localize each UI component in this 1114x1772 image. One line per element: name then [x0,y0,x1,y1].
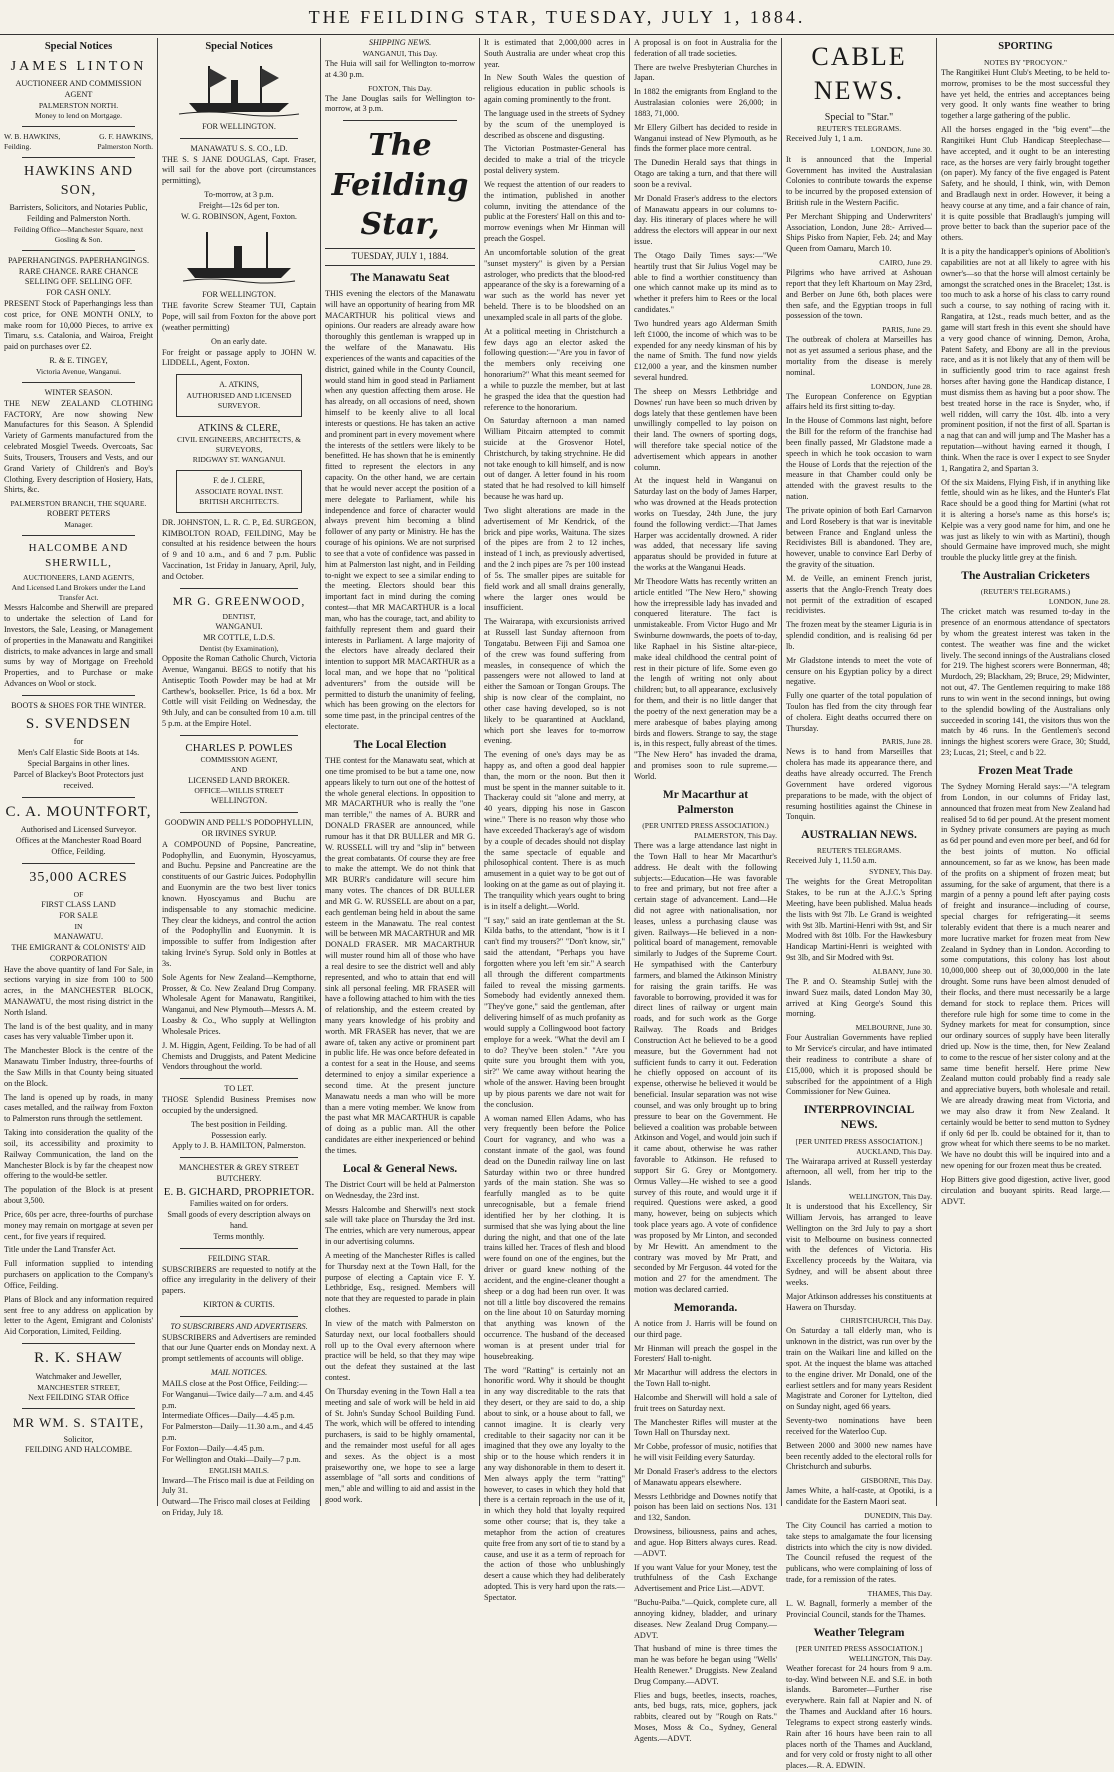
dateline: AUCKLAND, This Day. [856,1146,932,1156]
cable-item: In the House of Commons last night, before the Bill for the reform of the franchise had been finally passed, Mr Gladstone made a speech in which he took occasion to warn the House of Lords that the rejection of the measure in that Chamber could only be attended with the gravest results to the nation. [786,416,932,502]
shaw-text: Watchmaker and Jeweller, [35,1371,122,1381]
clere-name: F. de J. CLERE, [213,476,265,486]
news-item: The Victorian Postmaster-General has decided to make a trial of the tricycle postal delivery system. [484,144,625,176]
sporting-para: The Rangitikei Hunt Club's Meeting, to be held to-morrow, promises to be the most successful they have yet held, the entries and acceptances being very good. It only wants fine weather to bring together a large gathering of the public. [941,67,1110,121]
tui-notice: THE favorite Screw Steamer TUI, Captain Pope, will sail from Foxton for the above port (weather permitting) [162,301,316,332]
article-body: The Sydney Morning Herald says:—"A telegram from London, in our columns of Friday last, announced that frozen meat from New Zealand had realised 5d to 6d per pound. At the present moment in Sydney private consumers are paying as much as 6d per pound and even more per beef, and 6d for the best joints of mutton. No official announcement, so far as we know, has been made of the profits on a shipment of frozen meat; but assuming, for the sake of argument, that there is a margin of a penny a pound left after paying costs of freight and insurance—including of course, special charges for refrigerating—it seems tolerably evident that there is a much nearer and more lucrative market for frozen meat from New Zealand in Sydney than in London. According to some computations, this colony has lost about 10,000,000 sheep out of 30,000,000 in the late drought. Some runs have been almost denuded of their flocks, and there must necessarily be a large demand for stock to replace them. Prices will therefore rule high for some time to come in the Sydney markets for meat for consumption, since our ordinary sources of supply have been literally dried up. Now is the time, then, for New Zealand to come to the rescue of her sister colony and at the same time benefit herself. Here prime New Zealand mutton could probably find a ready sale and appreciative buyers, both wholesale and retail. We are already drawing meat from Victoria, and we may also draw it from New Zealand. It certainly would be better to send mutton to Sydney if only 6d per lb. could be obtained for it, than to grow wheat for which there seems to be no market. We have no doubt this will be inquired into and a new opening for our frozen meat thus be created. [941,782,1110,1171]
news-item: The City Council has carried a motion to take steps to amalgamate the four licensing districts into which the city is now divided. The Council refused the request of the publicans, who were complaining of loss of trade, for a remission of the rates. [786,1520,932,1585]
memo-item: The Manchester Rifles will muster at the Town Hall on Thursday next. [634,1417,777,1438]
dateline: CAIRO, June 29. [879,258,932,268]
butchery-line: Families waited on for orders. [189,1199,289,1209]
svendsen-text: for [73,737,84,747]
goodwin-body: A COMPOUND of Popsine, Pancreatine, Podophyllin, and Euonymin, Hyoscyamus, and Buchu. Pepsine and Pancreatine are the constituents of our Gastric Juices. Podophyllin and Euonymin are the two best liver tonics known. Hyoscyamus and Buchu are indispensable to any stomachic medicine. They clear the kidneys, and control the action of the Podophyllin and Euonymin. It is impossible to suffer from Indigestion after taking Irvine's Syrup. Sold only in Bottles at 3s. [162,839,316,968]
mail-line: For Foxton—Daily—4.45 p.m. [162,1443,265,1453]
hawkins-son-place: Feilding and Palmerston North. [26,213,131,223]
news-item: The word "Ratting" is certainly not an honorific word. Why it should be thought in any way discreditable to the rats that they desert, or they are said to do, a ship about to sink, or a house about to fall, we cannot imagine. It is clearly very creditable to their sagacity nor can it be imagined that they owe any loyalty to the ship or to the house which renders it in any way dishonorable in them to desert it. Men always apply the term "ratting" however, to cases in which they hold that there is a certain reproach in the use of it, in which they hold that loyalty required some other course; that is, they take a metaphor from the action of creatures quite free from any sort of tie to stand by a cause, and use it as a term of reproach for the action of those who unblushingly desert a cause which they had deliberately adopted. This is very hard upon the rats.—Spectator. [484,1365,625,1602]
jane-douglas-freight: Freight—12s 6d per ton. [198,200,280,210]
news-item: L. W. Bagnall, formerly a member of the Provincial Council, stands for the Thames. [786,1598,932,1619]
atkins-clere-address: RIDGWAY ST. WANGANUI. [192,455,286,465]
article-heading: Mr Macarthur at Palmerston [662,788,749,816]
linton-note: Money to lend on Mortgage. [34,111,123,120]
emigrant-para: Full information supplied to intending purchasers on application to the Company's Office, Feilding. [4,1259,153,1290]
news-item: An uncomfortable solution of the great "sunset mystery" is given by a Persian astrologer, who predicts that the blood-red appearance of the sky is a forewarning of a war such as the world has never yet beheld. There is to be bloodshed on an unexampled scale in all parts of the globe. [484,247,625,322]
news-item: The language used in the streets of Sydney by the scum of the unemployed is described as obscene and disgusting. [484,108,625,140]
news-item: We request the attention of our readers to the intimation, published in another column, inviting the attendance of the public at the Foresters' Hall on this and to-morrow evenings when Mr Hinman will preach the Gospel. [484,179,625,244]
article-heading: AUSTRALIAN NEWS. [801,829,917,842]
cable-special: Special to "Star." [824,111,894,123]
acres-line: OF [73,890,84,900]
article-source: (PER UNITED PRESS ASSOCIATION.) [642,821,769,830]
hawkins-gf: G. F. HAWKINS, Palmerston North. [97,132,153,152]
dateline: LONDON, June 28. [1048,597,1110,607]
svendsen-text: Men's Calf Elastic Side Boots at 14s. [17,748,140,758]
acres-line: IN [74,922,83,931]
news-item: Mr Theodore Watts has recently written an article entitled "The New Hero," showing how the irrepressible lady has invaded and conquered literature. The fact is unmistakeable. From Victor Hugo and Mr Swinburne downwards, the poets of to-day, like Raphael in his Sistine altar-piece, make ideal childhood the central point of rest in their picture of life. Some even go the length of writing not only about children; but, to all appearance, exclusively for them, and their is no little danger that the poetry of the next generation may be a mere arabesque of babes playing among birds and flowers. Strange to say, the stage is, in this respect, fully abreast of the times. "The New Hero" has invaded the drama, and promises soon to rule supreme.—World. [634,576,777,781]
staite-title: Solicitor, [63,1434,94,1444]
greenwood-line: DENTIST, [222,612,256,622]
mail-line: Intermediate Offices—Daily—4.45 p.m. [162,1411,295,1421]
article-heading: INTERPROVINCIAL NEWS. [803,1104,915,1132]
shaw-name: R. K. SHAW [34,1350,123,1366]
cable-item: Pilgrims who have arrived at Ashouan report that they left Khartoum on May 23rd, and Berber on June 6th, both places were then safe, and the Egyptian troops in full possession of the town. [786,268,932,321]
masthead: THE FEILDING STAR, TUESDAY, JULY 1, 1884. [0,0,1114,35]
memo-item: That husband of mine is three times the man he was before he began using "Wells' Health Renewer." Druggists. New Zealand Drug Company.—ADVT. [634,1644,777,1686]
powles-line: WELLINGTON. [210,796,267,806]
to-let-body: THOSE Splendid Business Premises now occupied by the undersigned. [162,1095,316,1115]
memo-item: If you want Value for your Money, test the truthfulness of the Cash Exchange Advertisement and Price List.—ADVT. [634,1562,777,1594]
powles-line: COMMISSION AGENT, [200,755,278,765]
news-item: On Thursday evening in the Town Hall a tea meeting and sale of work will be held in aid of St. John's Sunday School Building Fund. The work, which will be offered to intending purchasers, is said to be highly ornamental, and the remainder most useful for all ages and sexes. As the object is a most praiseworthy one, we hope to see a large assemblage of "all sorts and conditions of men," able and willing to aid and assist in the good work. [325,1386,475,1505]
emigrant-para: The population of the Block is at present about 3,500. [4,1185,153,1206]
tui-agent: For freight or passage apply to JOHN W. LIDDELL, Agent, Foxton. [162,347,316,368]
section-heading: Special Notices [205,41,273,52]
svendsen-text: Special Bargains in other lines. [27,759,130,769]
butchery-line: Terms monthly. [213,1231,265,1241]
article-heading: Local & General News. [342,1162,458,1175]
weather-item: Weather forecast for 24 hours from 9 a.m. to-day. Wind between N.E. and S.E. in both islands. Barometer—Further rise everywhere. Rain fall at Napier and N. of the Thames and Auckland after 16 hours. Telegrams to expect strong easterly winds. Rain after 16 hours have been rain to all places north of the Thames and Auckland, and for very cold or frosty night to all other places.—R. A. EDWIN. [786,1663,932,1771]
goodwin-agents: Sole Agents for New Zealand—Kempthorne, Prosser, & Co. New Zealand Drug Company. Wholesale Agent for Manawatu, Rangitikei, Wanganui, and New Plymouth—Messrs A. M. Loasby & Co., Who supply at Wellington Wholesale Prices. [162,972,316,1036]
news-item: Major Atkinson addresses his constituents at Hawera on Thursday. [786,1291,932,1312]
cable-item: Fully one quarter of the total population of Toulon has fled from the city through fear of cholera. Eight deaths occurred there on Thursday. [786,691,932,733]
news-item: The P. and O. Steamship Sutlej with the inward Suez mails, dated London May 30, arrived at King George's Sound this morning. [786,976,932,1019]
powles-name: CHARLES P. POWLES [185,741,293,754]
greenwood-line: WANGANUI. [215,622,263,632]
to-let-line: Possession early. [211,1130,267,1140]
mountfort-name: C. A. MOUNTFORT, [5,803,152,820]
column-special-notices-2 [158,38,320,1518]
paper-heading: SELLING OFF. SELLING OFF. [24,277,133,287]
cable-news-heading: CABLE NEWS. [811,42,907,106]
news-item: Between 2000 and 3000 new names have been recently added to the electoral rolls for Christchurch and suburbs. [786,1440,932,1472]
svendsen-text: Parcel of Blackey's Boot Protectors just received. [13,769,144,790]
news-item: The Wairarapa arrived at Russell yesterday afternoon, all well, from her trip to the Islands. [786,1156,932,1188]
news-item: James White, a half-caste, at Opotiki, is a candidate for the Eastern Maori seat. [786,1486,932,1507]
greenwood-line: MR COTTLE, L.D.S. [203,633,275,643]
news-item: The Wairarapa, with excursionists arrived at Russell last Sunday afternoon from Tongatabu. Between Fiji and Samoa one of the crew was found suffering from measles, in consequence of which the passengers were not allowed to land at either the Samoan or Tongan Groups. The ship is now clear of the complaint, no other case having developed, so is not likely to be quarantined at Auckland, which port she leaves for to-morrow evening. [484,617,625,746]
dateline: PARIS, June 29. [882,325,932,335]
johnston-notice: DR. JOHNSTON, L. R. C. P., Ed. SURGEON, KIMBOLTON ROAD, FEILDING, May be consulted at his residence between the hours of 9 and 10 a.m., and 6 and 7 p.m. Public Vaccination, 1st Friday in January, April, July, and October. [162,517,316,581]
dateline: PARIS, June 28. [882,737,932,747]
mail-line: For Wanganui—Twice daily—7 a.m. and 4.45 p.m. [162,1389,314,1410]
atkins-clere-role: CIVIL ENGINEERS, ARCHITECTS, & SURVEYORS, [177,435,301,455]
news-item: "I say," said an irate gentleman at the St. Kilda baths, to the attendant, "how is it I can't find my trousers?" "Don't know, sir," said the attendant, "Perhaps you have forgotten where you left 'em sir." A search all through the different compartments failed to reveal the missing garments. Somebody had evidently annexed them. "They've gone," said the gentleman, after delivering himself of as much profanity as would supply a Collingwood boot factory employe for a week. "What the devil am I to do? They've been stolen." "Are you quite sure you brought them with you, sir?" We came away without hearing the whole of the answer. Having been brought up by pious parents we dare not wait for the conclusion. [484,915,625,1109]
memo-item: "Buchu-Paiba."—Quick, complete cure, all annoying kidney, bladder, and urinary diseases. New Zealand Drug Company.—ADVT. [634,1598,777,1640]
star-heading: FEILDING STAR. [207,1253,271,1263]
paper-heading: FOR CASH ONLY. [46,288,111,298]
butchery-heading: MANCHESTER & GREY STREET BUTCHERY. [178,1163,299,1184]
clothing-branch: PALMERSTON BRANCH, THE SQUARE. [10,499,147,509]
emigrant-para: Title under the Land Transfer Act. [4,1245,116,1255]
article-body: There was a large attendance last night in the Town Hall to hear Mr Macarthur's address. He dealt with the following subjects:—Education—He was favorable to free and primary, but not free after a certain stage of advancement. Land—He did not agree with nationalisation, nor leases, unless a purchasing clause was given. Railways—He believed in a non-political board of management, removable similarly to Judges of the Supreme Court. He sympathised with the Canterbury farmers, and blamed the Atkinson Ministry for raising the grain tariffs. He was favorable to borrowing, provided it was for direct lines of railway or urgent main roads, and for such work as the Gorge Railway. The Roads and Bridges Construction Act he believed to be a good measure, but the Government had not sufficient funds to carry it out. Federation he chiefly opposed on account of its expense, otherwise he believed it would be beneficial. Insular separation was not wise counsel, and was only brought up to bring pressure to bear on the Government. He believed a coalition was probable between Atkinson and Vogel, and would join such if it came about, otherwise he was rather favorable to Atkinson. He refused to support Sir G. Grey or Montgomery. Ormus Valley—He wished to see a good survey of this route, and would urge it if required. Questions were asked, a good many, however, being on subjects which took place years ago. A vote of confidence was proposed by Mr Linton, and seconded by Mr Hewitt. An amendment to the contrary was moved by Mr Pratt, and seconded by Mr Ferguson. 44 voted for the motion and 27 for the amendment. The motion was declared carried. [634,841,777,1294]
jane-douglas-time: To-morrow, at 3 p.m. [204,190,274,199]
memo-item: Mr Cobbe, professor of music, notifies that he will visit Feilding every Saturday. [634,1442,777,1463]
hawkins-son-desc: Barristers, Solicitors, and Notaries Public, [9,202,148,212]
clere-card [176,470,302,513]
article-source: [PER UNITED PRESS ASSOCIATION.] [795,1643,923,1653]
news-item: The Otago Daily Times says:—"We heartily trust that Sir Julius Vogel may be able to find a worthier constituency than one which cannot make up its mind as to whether it prefers him to Rees or the local candidates." [634,250,777,315]
column-sporting [937,38,1114,1506]
article-heading: The Local Election [353,738,447,751]
subscribers-body: SUBSCRIBERS and Advertisers are reminded that our June Quarter ends on Monday next. A prompt settlements of accounts will oblige. [162,1332,316,1364]
column-special-notices-1 [0,38,157,1506]
emigrant-para: The land is opened up by roads, in many cases metalled, and the railway from Foxton to Palmerston runs through the settlement. [4,1092,153,1124]
halcombe-role: And Licensed Land Brokers under the Land Transfer Act. [11,583,146,603]
article-heading: Frozen Meat Trade [978,764,1073,777]
mail-line: For Wellington and Otaki—Daily—7 p.m. [162,1454,301,1464]
acres-heading: 35,000 ACRES [29,869,128,885]
mail-line: For Palmerston—Daily—11.30 a.m., and 4.45 p.m. [162,1422,314,1443]
mail-line: Inward—The Frisco mail is due at Feilding on July 31. [162,1475,315,1496]
steamship-icon [179,226,299,286]
mountfort-office: Offices at the Manchester Road Board Office, Feilding. [15,836,142,857]
greenwood-line: Dentist (by Examination), [199,644,279,654]
news-item: On Saturday a tall elderly man, who is unknown in the district, was run over by the train on the Waikari line and killed on the spot. At the inquest the blame was attached to the engine driver. Mr Donald, one of the earliest settlers and for many years Resident Magistrate and Coroner for Lyttelton, died on Sunday night, aged 66 years. [786,1326,932,1412]
dateline: WELLINGTON, This Day. [848,1192,932,1202]
emigrant-para: Taking into consideration the quality of the soil, its accessibility and proximity to Railway Communication, the land on the Manchester Block is by far the cheapest now offering to the would-be settler. [4,1128,153,1181]
cable-item: Per Merchant Shipping and Underwriters' Association, London, June 28:- Arrived—Ships Pisko from Napier, Feb. 24; and May Queen from Oamaru, March 10. [786,211,932,254]
dateline: LONDON, June 30. [870,144,932,154]
clothing-body: THE NEW ZEALAND CLOTHING FACTORY, Are now showing New Manufactures for this Season. A Splendid Variety of Garments manufactured from the celebrated Mosgiel Tweeds. Overcoats, Sac Suits, Trousers, Trousers and Vests, and our Grand Variety of Children's and Boy's Clothing. Every description of Hosiery, Hats, Shirts, &c. [4,398,153,495]
for-wellington-heading: FOR WELLINGTON. [202,290,276,300]
news-item: A woman named Ellen Adams, who has very frequently been before the Police Court for vagrancy, and who was a constant inmate of the gaol, was found dead on the Dunedin railway line on last Saturday within two or three hundred yards of the main station. She was so fearfully mangled as to be quite unrecognisable, but a female friend identified her by her clothing. It is surmised that she was lying about the line during the night, and that one of the late trains killed her. Traces of flesh and blood were found on one of the engines, but the driver or guard knew nothing of the accident, and the engine-cleaner thought a sheep or a dog had been run over. It was not till a little boy discovered the remains on the line about 10 on Saturday morning that anything was known of the occurrence. The husband of the deceased woman is at present under trial for housebreaking. [484,1113,625,1361]
tui-date: On an early date. [211,336,267,346]
cable-source: REUTER'S TELEGRAMS. [816,123,902,133]
news-item: Two slight alterations are made in the advertisement of Mr Kendrick, of the brick and pipe works, Waituna. The sizes of the pipes are from 2 to 12 inches, instead of 1 inch, as previously advertised, and the 2 inch pipes are 7s per 100 instead of 5s. The smaller pipes are suitable for field work and all small drains generally, where the larger ones would be insufficient. [484,505,625,613]
star-signature: KIRTON & CURTIS. [203,1299,275,1309]
paper-heading: PAPERHANGINGS. PAPERHANGINGS. [7,255,150,265]
news-item: Messrs Halcombe and Sherwill's next stock sale will take place on Thursday the 3rd inst. The entries, which are very numerous, appear in our advertising columns. [325,1204,475,1247]
cable-item: Mr Gladstone intends to meet the vote of censure on his Egyptian policy by a direct negative. [786,655,932,687]
linton-name: JAMES LINTON [10,58,147,74]
newspaper-title: The Feilding Star, [331,128,469,243]
jane-douglas-notice: THE S. S JANE DOUGLAS, Capt. Fraser, will sail for the above port (circumstances permitting), [162,154,316,186]
cable-item: M. de Veille, an eminent French jurist, asserts that the Anglo-French Treaty does not permit of the extradition of escaped recidivistes. [786,573,932,616]
news-item: At the inquest held in Wanganui on Saturday last on the body of James Harper, who was drowned at the Heads protection works on Tuesday, 24th June, the jury found the following verdict:—That James Harper was accidentally drowned. A rider was added, that necessary life saving apparatus should be provided in future at the works at the Wanganui Heads. [634,476,777,573]
article-heading: The Manawatu Seat [350,271,450,284]
hawkins-wb: W. B. HAWKINS, Feilding. [4,132,61,152]
sporting-para: All the horses engaged in the "big event"—the Rangitikei Hunt Club Handicap Steeplechase—have accepted, and it ought to be an interesting race, as the horses are very fairly brought together (on paper). My fancy of the five engaged is Patent Safety, and he should, I think, win, with Demon and Bradlaugh next in order. However, it being a heavy course at any time, and a fair chance of rain, it is quite possible that Bradlaugh's jumping will prove better to back than the superior pace of the others. [941,125,1110,243]
cable-item: The private opinion of both Earl Carnarvon and Lord Rosebery is that war is inevitable between France and England unless the Recidivistes Bill is abandoned. They are, however, unable to convince Earl Derby of the gravity of the situation. [786,505,932,570]
shaw-text: Next FEILDING STAR Office [28,1392,129,1402]
to-let-heading: TO LET. [224,1084,254,1094]
cable-received: Received July 1, 1 a.m. [786,133,863,143]
news-item: In 1882 the emigrants from England to the Australasian colonies were 26,000; in 1883, 71,000. [634,87,777,118]
mail-line: Outward—The Frisco mail closes at Feilding on Friday, July 18. [162,1497,311,1518]
cable-item: The European Conference on Egyptian affairs held its first sitting to-day. [786,391,932,412]
article-source: [PER UNITED PRESS ASSOCIATION.] [795,1136,923,1146]
article-heading: Memoranda. [673,1301,738,1314]
linton-title: AUCTIONEER AND COMMISSION AGENT [15,79,142,100]
news-item: A meeting of the Manchester Rifles is called for Thursday next at the Town Hall, for the purpose of electing a Captain vice F. Y. Lethbridge, Esq., resigned. Members will note that they are requested to parade in plain clothes. [325,1250,475,1315]
column-news-5 [630,38,781,1743]
emigrant-para: Price, 60s per acre, three-fourths of purchase money may remain on mortgage at seven per cent., for five years if required. [4,1209,153,1241]
dateline: LONDON, June 28. [870,381,932,391]
atkins-name: A. ATKINS, [219,380,259,390]
emigrant-para: Plans of Block and any information required sent free to any address on application by letter to the Agent, Emigrant and Colonists' Aid Corporation, Limited, Feilding. [4,1294,153,1337]
cable-item: News is to hand from Marseilles that cholera has made its appearance there, and deaths have already occurred. The French Government have ordered vigorous preparations to be made, with the object of resuming hostilities against the Chinese in Tonquin. [786,747,932,822]
memo-item: Flies and bugs, beetles, insects, roaches, ants, bed bugs, rats, mice, gophers, jack rabbits, cleared out by "Rough on Rats." Moses, Moss & Co., Sydney, General Agents.—ADVT. [634,1690,777,1743]
news-item: The evening of one's days may be as happy as, and often a good deal happier than, the morn or the noon. But then it must be spent in the manner suitable to it. Thackeray could sit "alone and merry, at 40 years, dipping his nose in Gascon wine." There is no reason why those who have exceeded Thackeray's age of wisdom by a couple of decades should not display the same spectacle of equable and philosophical content. There is as much amusement in a quiet way to be got out of looking on at the game as out of playing it. The tranquility which years ought to bring is in itself a delight.—World. [484,750,625,911]
memo-item: Mr Macarthur will address the electors in the Town Hall to-night. [634,1368,777,1389]
cable-item: It is announced that the Imperial Government has invited the Australasian Colonies to contribute towards the expense to be incurred by the proposed extension of British rule in the Western Pacific. [786,154,932,207]
mountfort-title: Authorised and Licensed Surveyor. [20,825,137,835]
to-let-line: The best position in Feilding. [190,1119,288,1129]
dateline: CHRISTCHURCH, This Day. [840,1316,932,1326]
advert: Hop Bitters give good digestion, active liver, good circulation and buoyant spirits. Read large.—ADVT. [941,1174,1110,1206]
news-item: It is estimated that 2,000,000 acres in South Australia are under wheat crop this year. [484,38,625,69]
mail-heading: MAIL NOTICES. [210,1368,268,1378]
article-heading: The Australian Cricketers [961,570,1090,583]
news-item: It is understood that his Excellency, Sir William Jervois, has arranged to leave Wellington on the 3rd July to pay a short visit to Melbourne on business connected with the defences of Victoria. His Excellency proceeds by the Waitara, via Sydney, and will be absent about three weeks. [786,1202,932,1287]
dateline: THAMES, This Day. [867,1588,932,1598]
article-body: THE contest for the Manawatu seat, which at one time promised to be but a tame one, now appears likely to turn out one of the hottest of the whole general elections. In opposition to MR MACARTHUR who is really the "one man terrible," the names of A. BURR and DONALD FRASER are announced, while rumour has it that DR BULLER and MR G. W. RUSSELL will try and "slip in" between the great combatants. Of course they are free to make the attempt. We do not think that MR BURR's candidature will secure him many votes. The chances of DR BULLER and MR G. W. RUSSELL are about on a par, each gentleman being held in about the same esteem in the Manawatu. The real contest will be between MR MACARTHUR and MR DONALD FRASER. MR MACARTHUR will muster round him all of those who have a real desire to see the district well and ably represented, and who to attain that end will sink all personal feeling. MR FRASER will have a following attached to him with the ties of relationship, and the esteem created by many years knowledge of his probity and worth. MR FRASER has never, that we are aware of, taken any active or prominent part in public life. He was once before defeated in a contest for a seat in the House, and seems determined to enjoy a similar experience a second time. At the present juncture Manawatu needs a man who will be more than a mere voting member. We know from the past what MR MACARTHUR is capable of doing as a public man. All the other candidates are either inexperienced or behind the times. [325,756,475,1155]
column-cable-news [782,38,936,1771]
dateline: ALBANY, June 30. [872,966,932,976]
greenwood-body: Opposite the Roman Catholic Church, Victoria Avenue, Wanganui. BEGS to notify that his Antiseptic Tooth Powder may be had at Mr Carthew's, bookseller. Price, 1s 6d a box. Mr Cottle will visit Feilding on Wednesday, the 9th July, and can be consulted from 10 a.m. till 5 p.m. at the Empire Hotel. [162,654,316,729]
news-item: The sheep on Messrs Lethbridge and Downes' run have been so much driven by dogs lately that these gentlemen have been unwillingly compelled to lay poison on their land. The owners of sporting dogs, will therefore take special notice of the advertisement which appears in another column. [634,386,777,472]
news-item: On Saturday afternoon a man named William Pitcairn attempted to commit suicide at the Grosvenor Hotel, Christchurch, by taking strychnine. He did not take enough to kill himself, and is now out of danger. A letter found in his room stated that he had resolved to kill himself because he was hard up. [484,416,625,502]
sporting-para: It is a pity the handicapper's opinions of Abolition's capabilities are not at all likely to agree with his owner's—so that the horse will almost certainly be amongst the scratched ones in the Bracelet; 13st. is too much to ask a horse of his class to carry round such a course, to say nothing of racing with it. Rangatira, at 12st., reads much better, and as the game will start fresh in this event she should have a very good chance of winning. Demon, Aroha, Patent Safety, and Ebony are all in the previous race, and as it is not likely that any of them will be in sufficiently good trim to race against fresh horses after having gone the Handicap distance, I must dismiss them as having but a poor show. The best treated horse in the race is Snyder, who, if well ridden, will carry the 10st. 4lb. into a very prominent position, if not the first of all. Spartan is a nag that can and will jump and The Masher has a reputation—without having earned it though, I think. When the race is over I expect to see Snyder 1, Rangatira 2, and Spartan 3. [941,247,1110,473]
butchery-line: Small goods of every description always on hand. [167,1210,311,1231]
column-news-4 [480,38,629,1602]
halcombe-role: AUCTIONEERS, LAND AGENTS, [23,573,134,583]
news-item: In view of the match with Palmerston on Saturday next, our local footballers should roll up to the Oval every afternoon where practice will be held, so that they may wipe out the defeat they sustained at the last contest. [325,1318,475,1383]
memo-item: Mr Donald Fraser's address to the electors of Manawatu appears elsewhere. [634,1466,777,1487]
subscribers-heading: TO SUBSCRIBERS AND ADVERTISERS. [170,1321,308,1331]
dateline: SYDNEY, This Day. [869,867,932,877]
memo-item: Drowsiness, biliousness, pains and aches, and ague. Hop Bitters always cures. Read.—ADVT. [634,1527,777,1558]
news-item: The Dunedin Herald says that things in Otago are taking a turn, and that there will soon be a revival. [634,158,777,189]
emigrant-para: Have the above quantity of land For Sale, in sections varying in size from 100 to 500 acres, in the MANCHESTER BLOCK, MANAWATU, the most rising district in the North Island. [4,964,153,1017]
news-item: Four Australian Governments have replied to Mr Service's circular, and have intimated their readiness to contribute a share of £15,000, which it is proposed should be subscribed for the appointment of a High Commissioner for New Guinea. [786,1033,932,1097]
dateline: GISBORNE, This Day. [860,1476,932,1486]
halcombe-body: Messrs Halcombe and Sherwill are prepared to undertake the selection of Land for Investors, the Sale, Leasing, or Management of properties in the Manawatu and Rangitikei districts, to make advances in large and small sums by way of Mortgage on Freehold Properties, and to Purchase or make Advances on Wool or stock. [4,603,153,688]
news-item: Two hundred years ago Alderman Smith left £1000, the income of which was to be expended for any needy kinsman of his by the name of Smith. The fund now yields £12,000 a year, and the kinsmen number several hundred. [634,318,777,383]
staite-place: FEILDING AND HALCOMBE. [24,1445,133,1455]
sporting-para: Of the six Maidens, Flying Fish, if in anything like fettle, should win as he likes, and the Hunter's Flat Race should be a good thing for Martini (what rot it is altering a horse's name as this horse's is; Kelpie was a very good name for him, and one he was just as likely to win with as Martini), though should Germaine have improved much, she might trouble the plucky little grey at the finish. [941,477,1110,563]
manawatu-company: MANAWATU S. S. CO., LD. [190,143,288,153]
cable-item: The outbreak of cholera at Marseilles has not as yet assumed a serious phase, and the mortality from the disease is merely nominal. [786,335,932,377]
boots-heading: BOOTS & SHOES FOR THE WINTER. [11,700,146,710]
steamship-icon [179,58,299,118]
shipping-line: FOXTON, This Day. [368,83,432,93]
halcombe-name: HALCOMBE AND SHERWILL, [28,542,129,569]
news-item: In New South Wales the question of religious education in public schools is again coming prominently to the front. [484,73,625,105]
tingey-name: R. & E. TINGEY, [49,356,108,366]
clere-title: ASSOCIATE ROYAL INST. BRITISH ARCHITECTS. [195,486,283,506]
linton-place: PALMERSTON NORTH. [38,100,119,110]
greenwood-name: MR G. GREENWOOD, [172,593,306,608]
shipping-line: WANGANUI, This Day. [362,48,438,58]
powles-line: LICENSED LAND BROKER. [188,775,290,785]
byline: NOTES BY "PROCYON." [984,57,1067,67]
shipping-line: The Jane Douglas sails for Wellington to-morrow, at 3 p.m. [325,93,475,114]
memo-item: A notice from J. Harris will be found on our third page. [634,1318,777,1339]
memo-item: Halcombe and Sherwill will hold a sale of fruit trees on Saturday next. [634,1392,777,1413]
clothing-signature: ROBERT PETERS [46,509,111,519]
acres-line: FOR SALE [59,911,98,921]
atkins-title: AUTHORISED AND LICENSED SURVEYOR. [186,390,292,410]
emigrant-heading: THE EMIGRANT & COLONISTS' AID CORPORATION [11,942,146,963]
news-item: A proposal is on foot in Australia for the federation of all trade societies. [634,38,777,58]
issue-date: TUESDAY, JULY 1, 1884. [325,248,475,266]
paper-body: PRESENT Stock of Paperhangings less than cost price, for ONE MONTH ONLY, to make room for 10,000 Pieces, to arrive ex Timaru, s.s. Catalonia, and Wairoa, Freight paid on purchases over £2. [4,298,153,352]
hawkins-son-office: Feilding Office—Manchester Square, next Gosling & Son. [13,224,144,244]
winter-heading: WINTER SEASON. [44,387,113,397]
article-source: REUTER'S TELEGRAMS. [816,846,902,856]
article-dateline: PALMERSTON, This Day. [694,831,777,841]
mail-line: MAILS close at the Post Office, Feilding:— [162,1378,308,1388]
acres-line: FIRST CLASS LAND [41,900,116,910]
dateline: WELLINGTON, This Day. [848,1653,932,1663]
butchery-proprietor: E. B. GICHARD, PROPRIETOR. [163,1185,315,1198]
cable-item: The frozen meat by the steamer Liguria is in splendid condition, and is realising 6d per lb. [786,620,932,651]
article-received: Received July 1, 11.50 a.m. [786,856,877,866]
section-heading: SPORTING [998,41,1053,52]
paper-heading: RARE CHANCE. RARE CHANCE [18,266,139,276]
section-heading: Special Notices [44,41,113,52]
atkins-clere-name: ATKINS & CLERE, [197,422,281,434]
article-source: (REUTER'S TELEGRAMS.) [980,587,1071,597]
article-body: The cricket match was resumed to-day in the presence of an enormous attendance of spectators by whom the greatest interest was taken in the contest. The weather was fine and the wicket lively. The second innings of the Australians closed for 219. The highest scorers were Bonnerman, 48; Murdoch, 29; Blackham, 29; Bruce, 29; Midwinter, not out, 47. The Gentlemen requiring to make 188 runs to win went in the second innings, but owing to the splendid bowling of the Australians only succeeded in scoring 141, the visitors thus won the match by 46 runs. In the Gentlemen's second innings the highest scorers were Grace, 30; Studd, 23; Lucas, 21; Steel, c and b 22. [941,607,1110,758]
news-item: Mr Ellery Gilbert has decided to reside in Wanganui instead of New Plymouth, as he finds the former place more central. [634,122,777,154]
news-item: The District Court will be held at Palmerston on Wednesday, the 23rd inst. [325,1179,475,1200]
powles-line: AND [230,765,248,775]
staite-name: MR WM. S. STAITE, [12,1415,145,1431]
svendsen-name: S. SVENDSEN [25,715,132,732]
jane-douglas-agent: W. G. ROBINSON, Agent, Foxton. [181,211,297,221]
news-item: At a political meeting in Christchurch a few days ago an elector asked the following question:—"Are you in favor of the members only receiving one honorarium?" What this meant seemed for a while to puzzle the member, but at last he grasped the idea that the question had reference to the honorarium. [484,326,625,412]
mail-line: ENGLISH MAILS. [209,1465,269,1475]
shipping-heading: SHIPPING NEWS. [368,38,432,47]
column-editorial [321,38,479,1506]
emigrant-para: The Manchester Block is the centre of the Manawatu Timber Industry, three-fourths of the Saw Mills in that County being situated on the Block. [4,1046,153,1088]
for-wellington-heading: FOR WELLINGTON. [202,121,276,131]
higgin-notice: J. M. Higgin, Agent, Feilding. To be had of all Chemists and Druggists, and Patent Medicine Vendors throughout the world. [162,1040,316,1072]
atkins-card [176,374,302,417]
memo-item: Messrs Lethbridge and Downes notify that poison has been laid on sections Nos. 131 and 132, Sandon. [634,1491,777,1523]
news-item: The weights for the Great Metropolitan Stakes, to be run at the A.J.C.'s Spring Meeting, have been published. Malua heads the lists with 9st 7lb. Le Grand is weighted with 9st 3lb. Martini-Henri with 9st, and Sir Modred with 8st 10lb. For the Hawkesbury Handicap Martini-Henri is weighted with 9st 3lb, and Sir Modred with 9st. [786,877,932,963]
powles-line: OFFICE—WILLIS STREET [194,786,284,796]
memo-item: Mr Hinman will preach the gospel in the Foresters' Hall to-night. [634,1343,777,1364]
shipping-line: The Huia will sail for Wellington to-morrow at 4.30 p.m. [325,58,475,79]
article-body: THIS evening the electors of the Manawatu will have an opportunity of hearing from MR MACARTHUR his political views and opinions. Our readers are already aware how thoroughly this gentleman is wrapped up in the welfare of the Manawatu. His experiences of the wants and capacities of the district, gained while in the County Council, would stand him in good stead in Parliament when any question affecting them arose. He has already, on all occasions of need, shown himself to be keenly alive to all local interests or questions. He has taken an active and prominent part in every movement where the interests of the settlers were likely to be benefitted. He has shown that he is eminently fitted to represent the electors in any capacity. On the other hand, we are certain that he would never accept the position of a mere delegate to Parliament, while his independence and force of character would always prevent him becoming a blind follower of any party or Ministry. He has the courage of his opinions. We are not surprised to see that a vote of confidence was passed in him at Palmerston last night, and in Feilding to-night we expect to see a similar ending to the meeting. Electors should bear this important fact in mind during the coming contest—that MR MACARTHUR is a local man, who has the courage, tact, and ability to faithfully represent them and guard their interests in Parliament. A large majority of the electors have already declared their intention to support MR MACARTHUR as a local man, and we hope that no "political adventurers" from the outside will be permitted to disturb the unanimity of feeling, which has been growing on the electors for some time past, in the principal centres of the electorate. [325,289,475,732]
goodwin-heading: GOODWIN AND PELL'S PODOPHYLLIN, OR IRVINES SYRUP. [164,818,314,838]
clothing-role: Manager. [64,520,93,530]
hawkins-son-name: HAWKINS AND SON, [23,164,134,198]
article-heading: Weather Telegram [813,1626,905,1639]
dateline: DUNEDIN, This Day. [864,1510,932,1520]
shaw-text: MANCHESTER STREET, [37,1382,120,1392]
news-item: There are twelve Presbyterian Churches in Japan. [634,62,777,83]
tingey-address: Victoria Avenue, Wanganui. [35,366,122,376]
acres-line: MANAWATU. [53,932,104,942]
news-item: Seventy-two nominations have been received for the Waterloo Cup. [786,1416,932,1436]
news-item: Mr Donald Fraser's address to the electors of Manawatu appears in our columns to-day. His itinerary of places where he will address the electors will appear in our next issue. [634,193,777,247]
to-let-line: Apply to J. B. HAMILTON, Palmerston. [172,1141,306,1151]
emigrant-para: The land is of the best quality, and in many cases has very valuable Timber upon it. [4,1021,153,1042]
star-body: SUBSCRIBERS are requested to notify at the office any irregularity in the delivery of their papers. [162,1264,316,1296]
dateline: MELBOURNE, June 30. [855,1023,932,1033]
